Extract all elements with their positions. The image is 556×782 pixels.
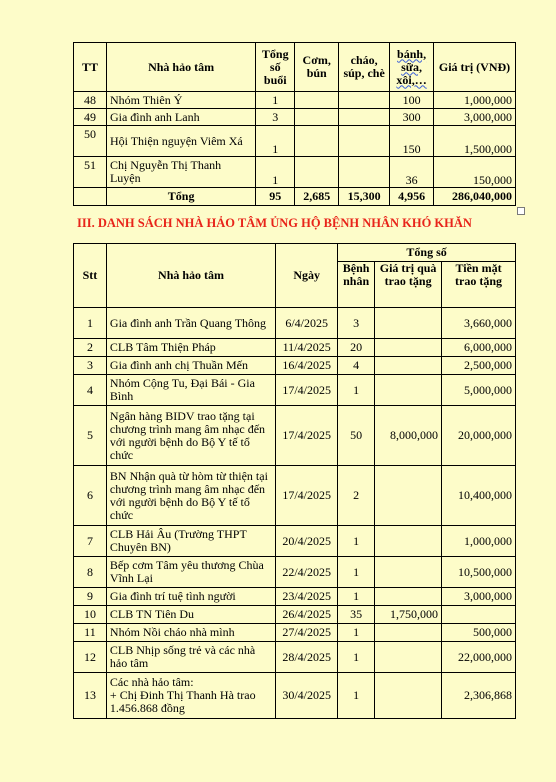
total-rice: 2,685 <box>295 188 339 206</box>
header-donor: Nhà hảo tâm <box>106 244 275 308</box>
header-donor: Nhà hảo tâm <box>106 43 255 92</box>
cell-donor: Hội Thiện nguyện Viêm Xá <box>106 126 255 157</box>
cell-patients: 35 <box>338 606 375 624</box>
cell-patients: 50 <box>338 406 375 466</box>
cell-cash: 22,000,000 <box>442 642 516 673</box>
cell-stt: 8 <box>74 557 107 588</box>
cell-porridge <box>339 92 390 109</box>
cell-date: 28/4/2025 <box>276 642 338 673</box>
total-row <box>74 188 516 206</box>
cell-gift-value <box>375 526 442 557</box>
table-row <box>74 375 516 406</box>
table-row <box>74 673 516 719</box>
cell-gift-value <box>375 308 442 339</box>
cell-cash: 2,306,868 <box>442 673 516 719</box>
cell-donor: CLB TN Tiên Du <box>106 606 275 624</box>
cell-stt: 9 <box>74 588 107 606</box>
donation-meals-table <box>73 42 516 206</box>
cell-gift-value <box>375 557 442 588</box>
cell-cash: 10,500,000 <box>442 557 516 588</box>
cell-donor: Ngân hàng BIDV trao tặng tại chương trình mang âm nhạc đến với người bệnh do Bộ Y tế tổ chức <box>106 406 275 466</box>
table-row <box>74 642 516 673</box>
cell-donor: CLB Hải Âu (Trường THPT Chuyên BN) <box>106 526 275 557</box>
cell-stt: 2 <box>74 339 107 357</box>
table-row <box>74 606 516 624</box>
cell-value: 3,000,000 <box>434 109 516 126</box>
cell-donor: Gia đình anh Lanh <box>106 109 255 126</box>
cell-cash <box>442 606 516 624</box>
cell-date: 17/4/2025 <box>276 406 338 466</box>
cell-gift-value <box>375 375 442 406</box>
cell-donor: Nhóm Cộng Tu, Đại Bái - Gia Bình <box>106 375 275 406</box>
cell-rice <box>295 92 339 109</box>
cell-donor: Gia đình anh Trần Quang Thông <box>106 308 275 339</box>
cell-patients: 1 <box>338 624 375 642</box>
table-row <box>74 126 516 157</box>
table-row <box>74 466 516 526</box>
table-row <box>74 526 516 557</box>
cell-donor: Bếp cơm Tâm yêu thương Chùa Vĩnh Lại <box>106 557 275 588</box>
total-value: 286,040,000 <box>434 188 516 206</box>
cell-date: 17/4/2025 <box>276 466 338 526</box>
cell-cash: 1,000,000 <box>442 526 516 557</box>
table-row <box>74 92 516 109</box>
cell-cash: 5,000,000 <box>442 375 516 406</box>
cell-stt: 4 <box>74 375 107 406</box>
cell-gift-value <box>375 588 442 606</box>
cell-donor: CLB Nhịp sống trẻ và các nhà hảo tâm <box>106 642 275 673</box>
cell-sessions: 1 <box>256 126 295 157</box>
header-gift-value: Giá trị quà trao tặng <box>375 262 442 308</box>
cell-patients: 20 <box>338 339 375 357</box>
cell-donor: Các nhà hảo tâm: + Chị Đinh Thị Thanh Hà trao 1.456.868 đồng <box>106 673 275 719</box>
cell-gift-value <box>375 673 442 719</box>
cell-patients: 1 <box>338 642 375 673</box>
header-cash: Tiền mặt trao tặng <box>442 262 516 308</box>
table-row <box>74 588 516 606</box>
table-header-row <box>74 43 516 92</box>
support-donors-table <box>73 243 516 719</box>
cell-date: 23/4/2025 <box>276 588 338 606</box>
table-resize-handle[interactable] <box>517 207 525 215</box>
cell-cash: 3,000,000 <box>442 588 516 606</box>
header-patients: Bệnh nhân <box>338 262 375 308</box>
cell-sessions: 1 <box>256 92 295 109</box>
table-header-row <box>74 244 516 262</box>
cell-value: 1,500,000 <box>434 126 516 157</box>
cell-gift-value <box>375 624 442 642</box>
cell-patients: 1 <box>338 588 375 606</box>
total-porridge: 15,300 <box>339 188 390 206</box>
cell-donor: Nhóm Thiên Ý <box>106 92 255 109</box>
table-row <box>74 308 516 339</box>
cell-donor: Nhóm Nồi cháo nhà mình <box>106 624 275 642</box>
cell-gift-value <box>375 339 442 357</box>
cell-rice <box>295 157 339 188</box>
cell-stt: 6 <box>74 466 107 526</box>
cell-stt: 3 <box>74 357 107 375</box>
table-row <box>74 557 516 588</box>
header-rice: Cơm, bún <box>295 43 339 92</box>
table-row <box>74 406 516 466</box>
cell-gift-value: 8,000,000 <box>375 406 442 466</box>
cell-cash: 10,400,000 <box>442 466 516 526</box>
cell-date: 22/4/2025 <box>276 557 338 588</box>
header-porridge: cháo, súp, chè <box>339 43 390 92</box>
cell-patients: 1 <box>338 557 375 588</box>
cell-donor: Gia đình anh chị Thuần Mến <box>106 357 275 375</box>
cell-cakes: 300 <box>390 109 434 126</box>
cell-patients: 1 <box>338 673 375 719</box>
cell-tt: 50 <box>74 126 107 157</box>
cell-sessions: 3 <box>256 109 295 126</box>
cell-gift-value <box>375 466 442 526</box>
cell-patients: 2 <box>338 466 375 526</box>
cell-date: 11/4/2025 <box>276 339 338 357</box>
cell-donor: Gia đình trí tuệ tình người <box>106 588 275 606</box>
cell-cash: 20,000,000 <box>442 406 516 466</box>
table-row <box>74 157 516 188</box>
cell-porridge <box>339 126 390 157</box>
table-row <box>74 339 516 357</box>
header-total-group: Tổng số <box>338 244 516 262</box>
table-row <box>74 624 516 642</box>
cell-stt: 12 <box>74 642 107 673</box>
cell-date: 17/4/2025 <box>276 375 338 406</box>
table-row <box>74 109 516 126</box>
cell-rice <box>295 109 339 126</box>
section-heading: III. DANH SÁCH NHÀ HẢO TÂM ỦNG HỘ BỆNH NHÂN KHÓ KHĂN <box>77 216 472 230</box>
total-cell-tt <box>74 188 107 206</box>
header-date: Ngày <box>276 244 338 308</box>
cell-cakes: 150 <box>390 126 434 157</box>
table-row <box>74 357 516 375</box>
cell-gift-value <box>375 642 442 673</box>
cell-patients: 4 <box>338 357 375 375</box>
total-label: Tổng <box>106 188 255 206</box>
cell-cash: 2,500,000 <box>442 357 516 375</box>
header-value: Giá trị (VNĐ) <box>434 43 516 92</box>
cell-porridge <box>339 157 390 188</box>
cell-cakes: 100 <box>390 92 434 109</box>
cell-sessions: 1 <box>256 157 295 188</box>
cell-gift-value <box>375 357 442 375</box>
cell-cakes: 36 <box>390 157 434 188</box>
cell-date: 6/4/2025 <box>276 308 338 339</box>
cell-patients: 1 <box>338 375 375 406</box>
cell-donor: BN Nhận quà từ hòm từ thiện tại chương trình mang âm nhạc đến với người bệnh do Bộ Y tế tổ chức <box>106 466 275 526</box>
cell-stt: 10 <box>74 606 107 624</box>
cell-gift-value: 1,750,000 <box>375 606 442 624</box>
cell-value: 150,000 <box>434 157 516 188</box>
header-cakes: bánh, sữa, xôi,… <box>390 43 434 92</box>
cell-value: 1,000,000 <box>434 92 516 109</box>
cell-stt: 11 <box>74 624 107 642</box>
total-sessions: 95 <box>256 188 295 206</box>
total-cakes: 4,956 <box>390 188 434 206</box>
cell-patients: 1 <box>338 526 375 557</box>
header-sessions: Tổng số buổi <box>256 43 295 92</box>
cell-date: 16/4/2025 <box>276 357 338 375</box>
cell-patients: 3 <box>338 308 375 339</box>
cell-cash: 500,000 <box>442 624 516 642</box>
cell-date: 27/4/2025 <box>276 624 338 642</box>
cell-stt: 7 <box>74 526 107 557</box>
cell-stt: 13 <box>74 673 107 719</box>
cell-donor: CLB Tâm Thiện Pháp <box>106 339 275 357</box>
cell-stt: 5 <box>74 406 107 466</box>
cell-donor: Chị Nguyễn Thị Thanh Luyện <box>106 157 255 188</box>
cell-cash: 6,000,000 <box>442 339 516 357</box>
cell-date: 20/4/2025 <box>276 526 338 557</box>
cell-tt: 49 <box>74 109 107 126</box>
cell-date: 30/4/2025 <box>276 673 338 719</box>
cell-rice <box>295 126 339 157</box>
cell-porridge <box>339 109 390 126</box>
cell-tt: 51 <box>74 157 107 188</box>
cell-stt: 1 <box>74 308 107 339</box>
cell-date: 26/4/2025 <box>276 606 338 624</box>
header-tt: TT <box>74 43 107 92</box>
cell-tt: 48 <box>74 92 107 109</box>
header-stt: Stt <box>74 244 107 308</box>
cell-cash: 3,660,000 <box>442 308 516 339</box>
